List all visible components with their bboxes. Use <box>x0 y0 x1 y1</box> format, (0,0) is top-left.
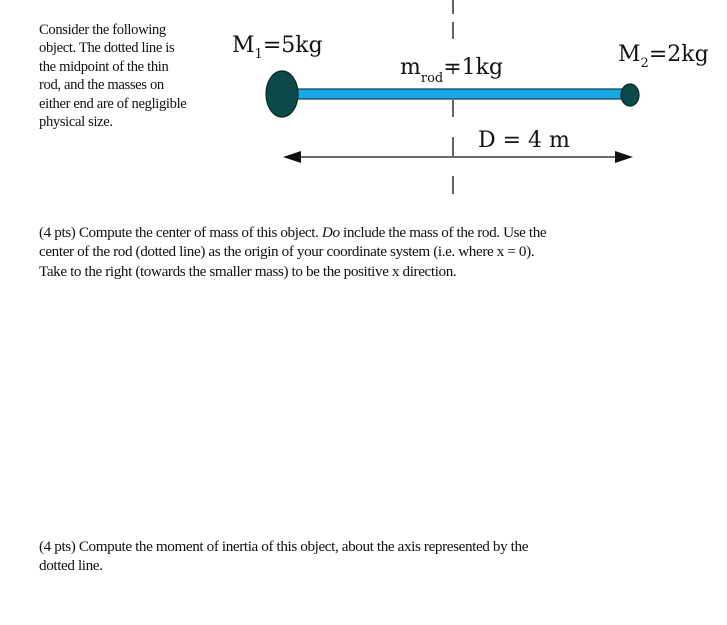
mass-1-ball <box>266 71 298 117</box>
intro-line: either end are of negligible <box>39 95 187 112</box>
mass-1-label: $M_1=5kg$ <box>232 33 323 62</box>
intro-line: physical size. <box>39 114 113 131</box>
question-1-line-1: (4 pts) Compute the center of mass of this object. Do include the mass of the rod. Use the <box>39 224 547 241</box>
intro-line: the midpoint of the thin <box>39 58 169 75</box>
question-2-line-1: (4 pts) Compute the moment of inertia of this object, about the axis represented by the <box>39 538 529 555</box>
distance-arrow <box>283 151 633 163</box>
mass-2-label: $M_2=2kg$ <box>618 42 709 71</box>
distance-label: D = 4 m <box>478 128 570 153</box>
mass-2-ball <box>621 84 639 106</box>
question-1 <box>39 223 639 281</box>
question-2 <box>39 537 639 576</box>
arrow-right-icon <box>615 151 633 163</box>
question-1-line-2: center of the rod (dotted line) as the origin of your coordinate system (i.e. where x = 0). <box>39 243 535 261</box>
thin-rod <box>293 89 628 99</box>
rod-mass-label: $m_{rod}=1kg$ <box>400 55 504 86</box>
intro-line: object. The dotted line is <box>39 40 175 57</box>
intro-line: Consider the following <box>39 22 166 38</box>
intro-line: rod, and the masses on <box>39 77 164 94</box>
question-1-line-3: Take to the right (towards the smaller mass) to be the positive x direction. <box>39 262 457 280</box>
arrow-left-icon <box>283 151 301 163</box>
question-2-line-2: dotted line. <box>39 557 103 575</box>
